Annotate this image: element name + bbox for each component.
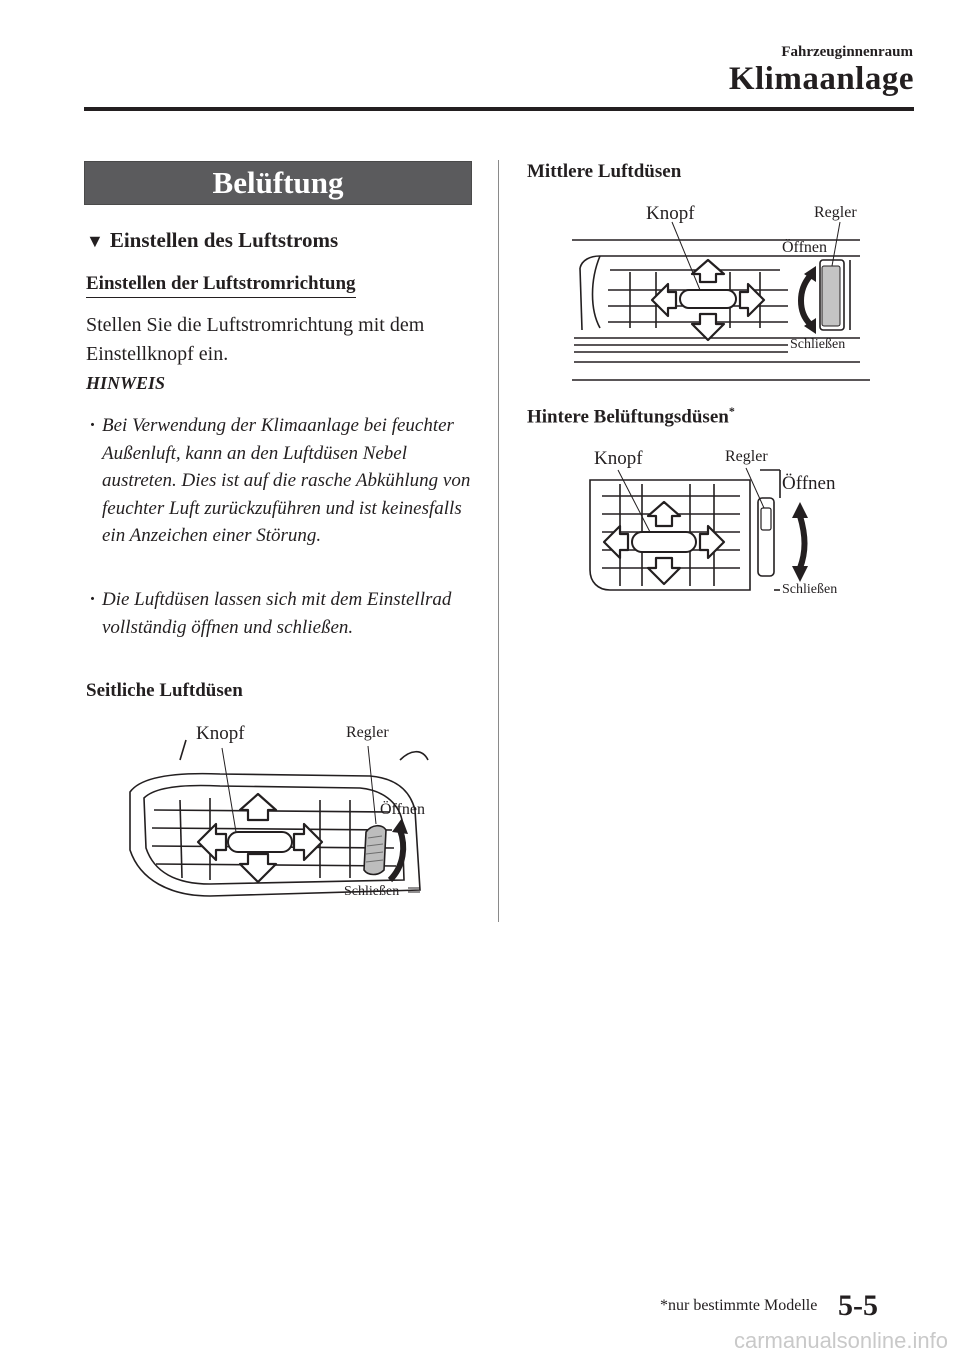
note-item [90,586,475,641]
label-knob: Knopf [594,448,643,469]
label-regulator: Regler [814,204,857,221]
subsection-heading-text: Einstellen des Luftstroms [109,228,339,252]
label-regulator: Regler [725,448,768,465]
figure-heading-center-vents: Mittlere Luftdüsen [527,161,682,182]
section-title-bar: Belüftung [84,161,472,205]
label-open: Öffnen [782,239,828,256]
subsection-heading [86,228,338,253]
figure-heading-rear-vents-text: Hintere Belüftungsdüsen [527,406,729,428]
note-text: Bei Verwendung der Klimaanlage bei feuchter Außenluft, kann an den Luftdüsen Nebel austreten. Dies ist auf die rasche Abkühlung von feuchter Luft zurückzuführen und ist keinesfalls ein Anzeichen einer Störung. [102,415,471,546]
label-knob: Knopf [196,723,245,744]
bullet-icon: · [90,589,95,610]
label-close: Schließen [790,337,846,352]
watermark: carmanualsonline.info [733,1328,948,1353]
header-chapter-title: Klimaanlage [728,61,914,97]
label-regulator: Regler [346,724,389,741]
label-open: Öffnen [380,801,426,818]
page-number: 5-5 [838,1289,878,1322]
label-knob: Knopf [646,203,695,224]
footnote: *nur bestimmte Modelle [660,1297,818,1314]
header-section-label: Fahrzeuginnenraum [781,44,913,60]
bullet-icon: · [90,415,95,436]
note-text: Die Luftdüsen lassen sich mit dem Einstellrad vollständig öffnen und schließen. [102,589,452,638]
topic-heading: Einstellen der Luftstromrichtung [86,273,356,298]
column-divider [498,160,499,922]
triangle-marker-icon: ▼ [86,231,104,251]
label-close: Schließen [344,884,400,899]
figure-heading-side-vents: Seitliche Luftdüsen [86,680,243,701]
optional-marker: * [728,404,735,418]
note-label: HINWEIS [86,373,166,393]
figure-heading-rear-vents [527,404,735,428]
header-rule [84,107,914,111]
note-item [90,412,475,550]
body-paragraph: Stellen Sie die Luftstromrichtung mit dem Einstellknopf ein. [86,314,425,365]
label-open: Öffnen [782,473,836,494]
label-close: Schließen [782,582,838,597]
